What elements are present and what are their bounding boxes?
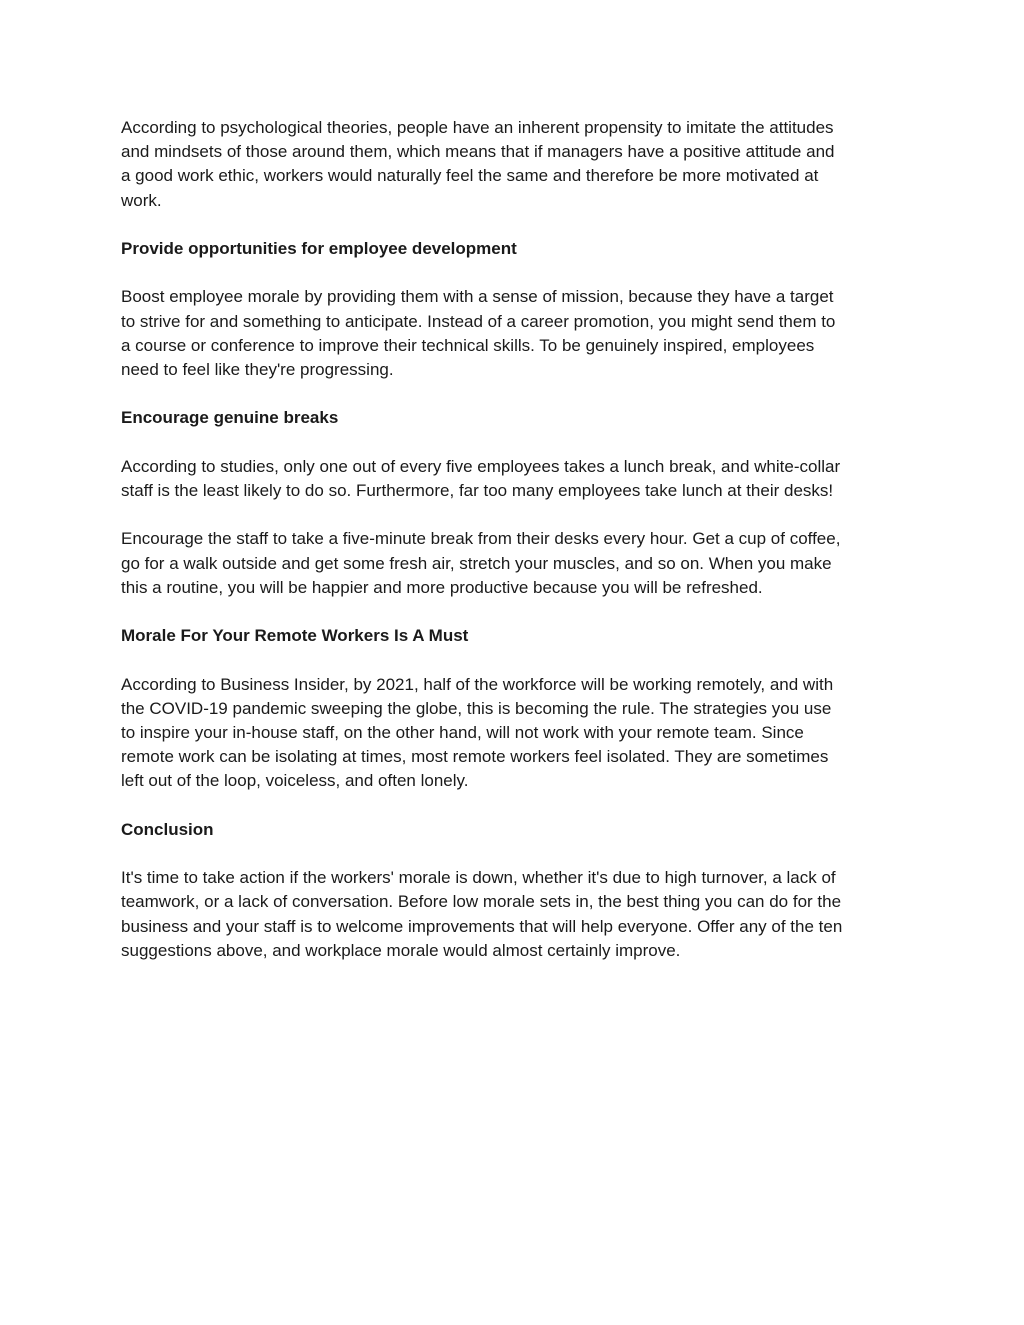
- document-page: [121, 116, 911, 987]
- heading-genuine-breaks: Encourage genuine breaks: [121, 408, 339, 428]
- heading-conclusion: Conclusion: [121, 819, 214, 839]
- breaks-paragraph-studies: According to studies, only one out of every five employees takes a lunch break, and white-collar staff is the least likely to do so. Furthermore, far too many employees take lunch at their desks!: [121, 456, 841, 500]
- remote-workers-paragraph: According to Business Insider, by 2021, half of the workforce will be working remotely, and with the COVID-19 pandemic sweeping the globe, this is becoming the rule. The strategies you use to inspire your in-house staff, on the other hand, will not work with your remote team. Since remote work can be isolating at times, most remote workers feel isolated. They are sometimes left out of the loop, voiceless, and often lonely.: [121, 674, 834, 791]
- heading-remote-workers: Morale For Your Remote Workers Is A Must: [121, 626, 469, 646]
- heading-employee-development: Provide opportunities for employee development: [121, 239, 517, 258]
- breaks-paragraph-encourage: Encourage the staff to take a five-minute break from their desks every hour. Get a cup of coffee, go for a walk outside and get some fresh air, stretch your muscles, and so on. When you make this a routine, you will be happier and more productive because you will be refreshed.: [121, 529, 841, 597]
- conclusion-paragraph: It's time to take action if the workers' morale is down, whether it's due to high turnover, a lack of teamwork, or a lack of conversation. Before low morale sets in, the best thing you can do for the business and your staff is to welcome improvements that will help everyone. Offer any of the ten suggestions above, and workplace morale would almost certainly improve.: [121, 868, 843, 960]
- intro-paragraph: According to psychological theories, people have an inherent propensity to imitate the attitudes and mindsets of those around them, which means that if managers have a positive attitude and a good work ethic, workers would naturally feel the same and therefore be more motivated at work.: [121, 118, 835, 210]
- employee-development-paragraph: Boost employee morale by providing them with a sense of mission, because they have a target to strive for and something to anticipate. Instead of a career promotion, you might send them to a course or conference to improve their technical skills. To be genuinely inspired, employees need to feel like they're progressing.: [121, 287, 836, 379]
